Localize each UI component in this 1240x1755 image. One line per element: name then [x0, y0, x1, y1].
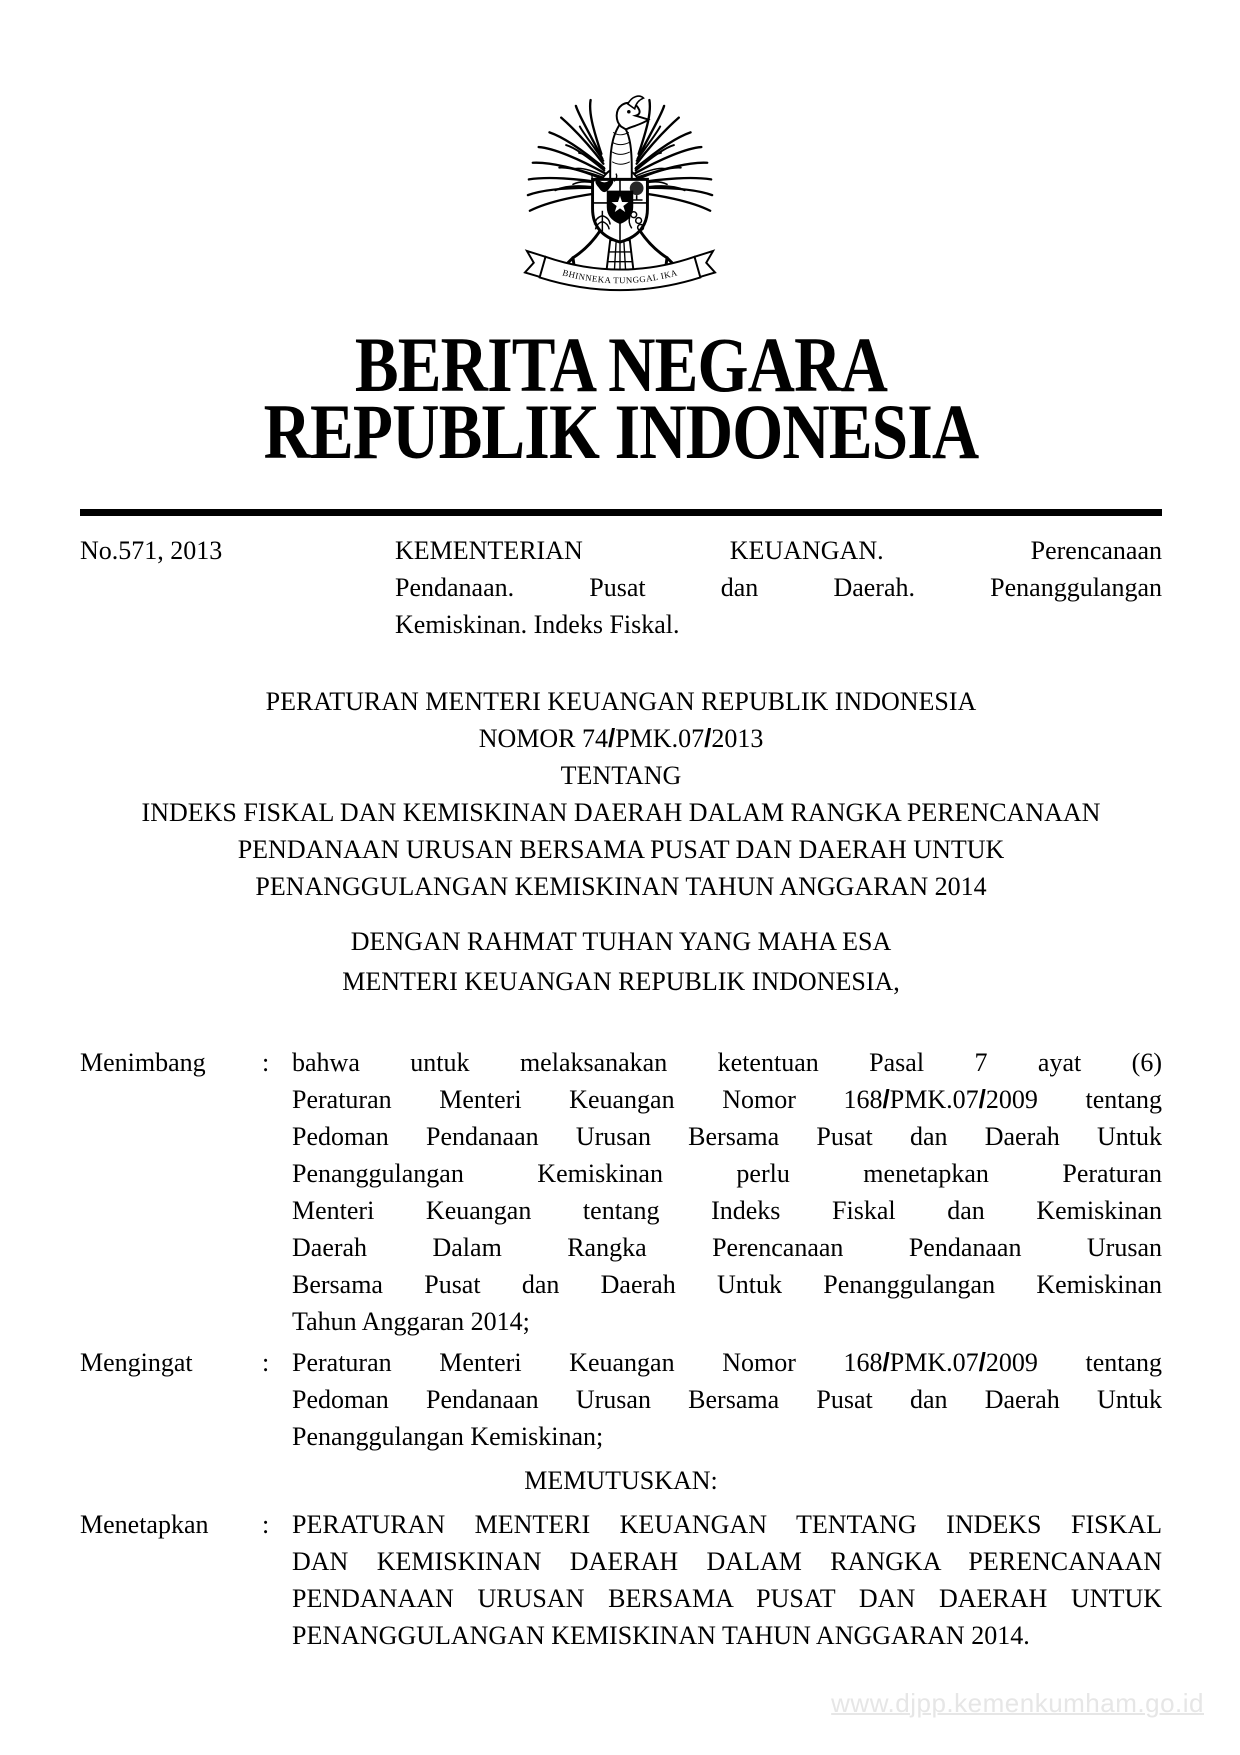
text-line: INDEKS FISKAL DAN KEMISKINAN DAERAH DALAM RANGKA PERENCANAAN: [141, 798, 1101, 827]
regulation-body: [80, 1044, 1162, 1654]
text-line: Pendanaan. Pusat dan Daerah. Penanggulangan: [395, 573, 1162, 602]
text-line: Daerah Dalam Rangka Perencanaan Pendanaan Urusan: [292, 1233, 1162, 1262]
text-line: PERATURAN MENTERI KEUANGAN TENTANG INDEKS FISKAL: [292, 1510, 1162, 1539]
text-line: Penanggulangan Kemiskinan perlu menetapkan Peraturan: [292, 1159, 1162, 1188]
gazette-subject: [395, 532, 1162, 643]
gazette-header: [80, 532, 1162, 643]
mengingat-text: [292, 1344, 1162, 1455]
menetapkan-colon: :: [262, 1510, 270, 1539]
text-line: Pedoman Pendanaan Urusan Bersama Pusat dan Daerah Untuk: [292, 1385, 1162, 1414]
text-line: PERATURAN MENTERI KEUANGAN REPUBLIK INDONESIA: [265, 687, 977, 716]
djpp-site-watermark: www.djpp.kemenkumham.go.id: [831, 1688, 1204, 1718]
text-line: Peraturan Menteri Keuangan Nomor 168/PMK.07/2009 tentang: [292, 1084, 1163, 1114]
regulation-title-block: [80, 683, 1162, 1000]
text-line: TENTANG: [560, 761, 682, 790]
masthead-title-line2: REPUBLIK INDONESIA: [263, 388, 979, 475]
text-line: Peraturan Menteri Keuangan Nomor 168/PMK.07/2009 tentang: [292, 1347, 1163, 1377]
mengingat-colon: :: [262, 1348, 270, 1377]
text-line: KEMENTERIAN KEUANGAN. Perencanaan: [395, 536, 1162, 565]
text-line: Penanggulangan Kemiskinan;: [292, 1422, 604, 1451]
garuda-pancasila-emblem: [522, 93, 718, 305]
menimbang-colon: :: [262, 1048, 270, 1077]
text-line: DAN KEMISKINAN DAERAH DALAM RANGKA PERENCANAAN: [292, 1547, 1162, 1576]
authority-line: MENTERI KEUANGAN REPUBLIK INDONESIA,: [342, 967, 900, 996]
regulation-title-lines: [80, 683, 1162, 905]
text-line: Menteri Keuangan tentang Indeks Fiskal dan Kemiskinan: [292, 1196, 1162, 1225]
menimbang-section: [80, 1044, 1162, 1340]
menetapkan-text: [292, 1506, 1162, 1654]
text-line: Bersama Pusat dan Daerah Untuk Penanggulangan Kemiskinan: [292, 1270, 1162, 1299]
masthead-title-line1: BERITA NEGARA: [354, 321, 888, 408]
text-line: Tahun Anggaran 2014;: [292, 1307, 530, 1336]
menetapkan-label: Menetapkan: [80, 1510, 209, 1539]
text-line: Pedoman Pendanaan Urusan Bersama Pusat dan Daerah Untuk: [292, 1122, 1162, 1151]
mengingat-section: [80, 1344, 1162, 1455]
text-line: bahwa untuk melaksanakan ketentuan Pasal 7 ayat (6): [292, 1048, 1162, 1077]
emblem-motto-text: BHINNEKA TUNGGAL IKA: [561, 267, 679, 286]
text-line: PENDANAAN URUSAN BERSAMA PUSAT DAN DAERAH UNTUK: [237, 835, 1005, 864]
invocation-line: DENGAN RAHMAT TUHAN YANG MAHA ESA: [350, 927, 892, 956]
menetapkan-section: [80, 1506, 1162, 1654]
gazette-number: No.571, 2013: [80, 536, 223, 565]
text-line: PENANGGULANGAN KEMISKINAN TAHUN ANGGARAN 2014.: [292, 1621, 1030, 1650]
text-line: PENANGGULANGAN KEMISKINAN TAHUN ANGGARAN 2014: [255, 872, 987, 901]
mengingat-label: Mengingat: [80, 1348, 193, 1377]
menimbang-text: [292, 1044, 1162, 1340]
text-line: NOMOR 74/PMK.07/2013: [478, 723, 764, 753]
menimbang-label: Menimbang: [80, 1048, 206, 1077]
decision-heading: MEMUTUSKAN:: [524, 1466, 718, 1495]
text-line: PENDANAAN URUSAN BERSAMA PUSAT DAN DAERAH UNTUK: [292, 1584, 1162, 1613]
masthead-divider-rule: [80, 509, 1162, 516]
masthead: [80, 321, 1162, 475]
text-line: Kemiskinan. Indeks Fiskal.: [395, 610, 680, 639]
